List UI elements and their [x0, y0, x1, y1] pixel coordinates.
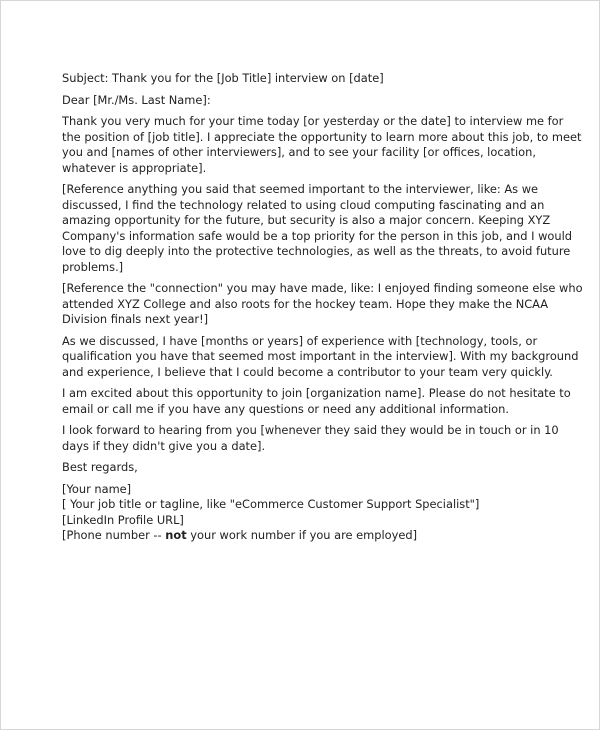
signature-tagline: [ Your job title or tagline, like "eCommerce Customer Support Specialist"] — [62, 497, 480, 511]
signature-block — [62, 482, 542, 544]
paragraph-connection: [Reference the "connection" you may have made, like: I enjoyed finding someone else who attended XYZ College and also roots for the hockey team. Hope they make the NCAA Division finals next year!] — [62, 281, 583, 326]
paragraph-followup: I look forward to hearing from you [whenever they said they would be in touch or in 10 days if they didn't give you a date]. — [62, 423, 559, 453]
paragraph-experience: As we discussed, I have [months or years] of experience with [technology, tools, or qualification you have that seemed most important in the interview]. With my background and experience, I believe that I could become a contributor to your team very quickly. — [62, 333, 579, 379]
subject-line: Subject: Thank you for the [Job Title] interview on [date] — [62, 71, 384, 85]
salutation: Dear [Mr./Ms. Last Name]: — [62, 92, 211, 107]
closing: Best regards, — [62, 460, 138, 474]
emphasis-not: not — [165, 528, 187, 542]
signature-linkedin: [LinkedIn Profile URL] — [62, 512, 184, 527]
paragraph-reference-discussion: [Reference anything you said that seemed important to the interviewer, like: As we discussed, I find the technology related to using cloud computing fascinating and an amazing opportunity for the future, but security is also a major concern. Keeping XYZ Company's information safe would be a top priority for the person in this job, and I would love to dig deeply into the protective technologies, as well as the threats, to avoid future problems.] — [62, 182, 572, 274]
paragraph-thanks: Thank you very much for your time today [or yesterday or the date] to interview me for the position of [job title]. I appreciate the opportunity to learn more about this job, to meet you and [names of other interviewers], and to see your facility [or offices, location, whatever is appropriate]. — [62, 114, 582, 175]
letter-body — [62, 71, 583, 550]
paragraph-excited: I am excited about this opportunity to join [organization name]. Please do not hesitate to email or call me if you have any questions or need any additional information. — [62, 386, 571, 416]
signature-name: [Your name] — [62, 481, 132, 496]
signature-phone: [Phone number -- not your work number if you are employed] — [62, 528, 418, 542]
